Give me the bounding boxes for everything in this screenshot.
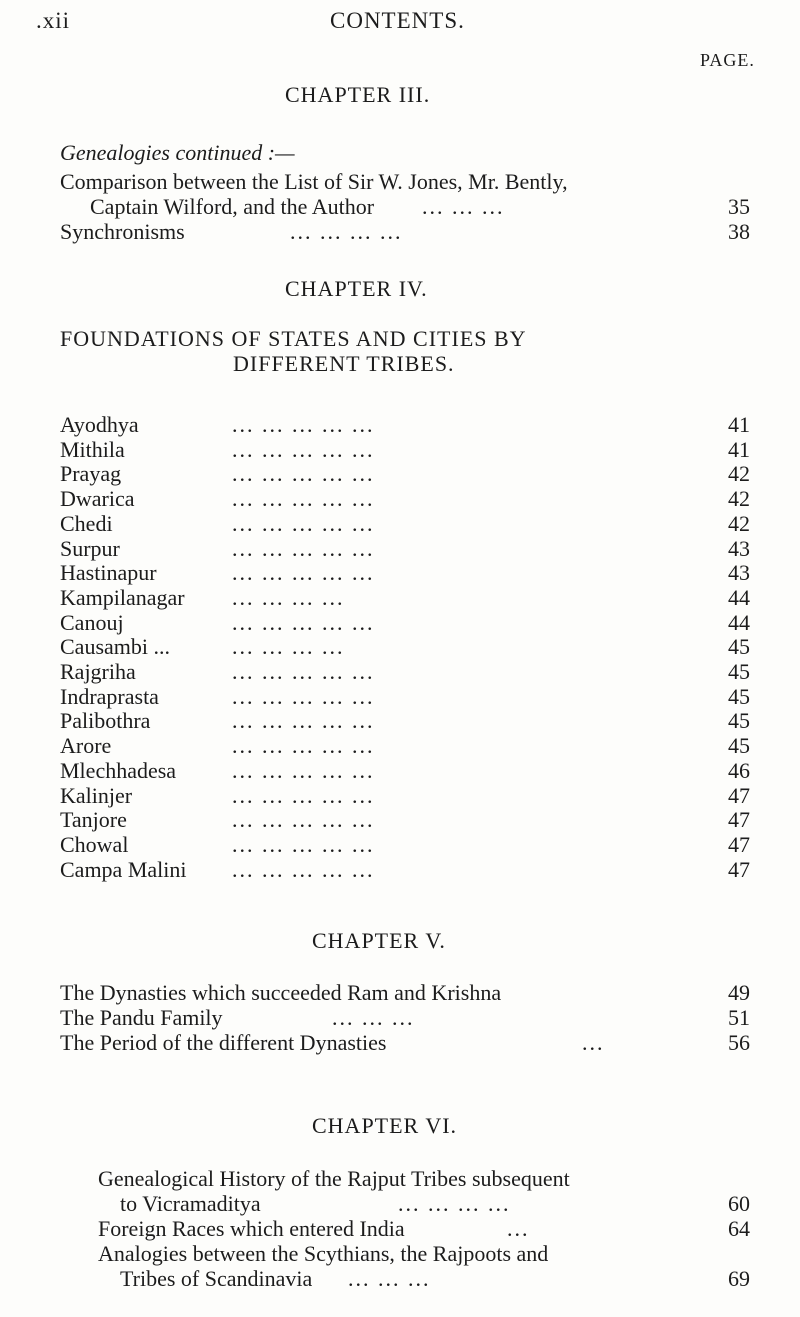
- leader-dots: ... ... ... ...: [398, 1191, 511, 1216]
- toc-page-number: 47: [728, 783, 750, 808]
- toc-entry-text: Palibothra: [60, 708, 151, 733]
- toc-page-number: 41: [728, 412, 750, 437]
- leader-dots: ... ... ... ... ...: [232, 486, 375, 511]
- leader-dots: ... ... ... ... ...: [232, 511, 375, 536]
- leader-dots: ... ... ... ... ...: [232, 412, 375, 437]
- leader-dots: ... ... ... ...: [290, 219, 403, 244]
- toc-page-number: 38: [728, 219, 750, 244]
- leader-dots: ... ... ... ... ...: [232, 610, 375, 635]
- toc-page-number: 41: [728, 437, 750, 462]
- toc-entry-text: The Dynasties which succeeded Ram and Krishna: [60, 980, 502, 1005]
- leader-dots: ...: [582, 1030, 605, 1055]
- toc-page-number: 44: [728, 585, 750, 610]
- leader-dots: ... ... ... ... ...: [232, 857, 375, 882]
- leader-dots: ...: [507, 1216, 530, 1241]
- toc-page-number: 35: [728, 194, 750, 219]
- toc-entry-text: Ayodhya: [60, 412, 139, 437]
- toc-page-number: 45: [728, 659, 750, 684]
- toc-entry-text: Hastinapur: [60, 560, 157, 585]
- leader-dots: ... ... ... ... ...: [232, 733, 375, 758]
- page-column-label: PAGE.: [700, 50, 755, 70]
- toc-page-number: 44: [728, 610, 750, 635]
- chapter-4-subheading: FOUNDATIONS OF STATES AND CITIES BY: [60, 326, 527, 351]
- toc-page-number: 56: [728, 1030, 750, 1055]
- leader-dots: ... ... ... ... ...: [232, 437, 375, 462]
- leader-dots: ... ... ... ... ...: [232, 659, 375, 684]
- toc-entry-text: The Period of the different Dynasties: [60, 1030, 387, 1055]
- toc-page-number: 47: [728, 807, 750, 832]
- toc-entry-text: Chedi: [60, 511, 113, 536]
- toc-entry-text: Prayag: [60, 461, 122, 486]
- toc-page-number: 42: [728, 511, 750, 536]
- toc-entry-text: Causambi ...: [60, 634, 170, 659]
- toc-page-number: 64: [728, 1216, 750, 1241]
- toc-page-number: 51: [728, 1005, 750, 1030]
- toc-entry-text: Tribes of Scandinavia: [120, 1266, 313, 1291]
- leader-dots: ... ... ... ... ...: [232, 708, 375, 733]
- toc-entry-text: Synchronisms: [60, 219, 185, 244]
- leader-dots: ... ... ... ... ...: [232, 461, 375, 486]
- toc-page-number: 45: [728, 733, 750, 758]
- chapter-3-intro: Genealogies continued :—: [60, 140, 295, 165]
- chapter-4-heading: CHAPTER IV.: [285, 276, 428, 301]
- chapter-4-subheading: DIFFERENT TRIBES.: [233, 351, 455, 376]
- toc-page-number: 47: [728, 857, 750, 882]
- toc-entry-text: Genealogical History of the Rajput Tribes subsequent: [98, 1166, 570, 1191]
- toc-page-number: 43: [728, 560, 750, 585]
- toc-page-number: 47: [728, 832, 750, 857]
- toc-entry-text: Kampilanagar: [60, 585, 185, 610]
- toc-entry-text: to Vicramaditya: [120, 1191, 261, 1216]
- page-number: .xii: [36, 8, 71, 33]
- toc-entry-text: Arore: [60, 733, 112, 758]
- leader-dots: ... ... ... ... ...: [232, 807, 375, 832]
- leader-dots: ... ... ... ... ...: [232, 832, 375, 857]
- toc-entry-text: Dwarica: [60, 486, 135, 511]
- toc-entry-text: Analogies between the Scythians, the Rajpoots and: [98, 1241, 549, 1266]
- leader-dots: ... ... ... ...: [232, 585, 345, 610]
- toc-page-number: 69: [728, 1266, 750, 1291]
- toc-entry-text: Kalinjer: [60, 783, 133, 808]
- toc-page-number: 49: [728, 980, 750, 1005]
- toc-page-number: 45: [728, 708, 750, 733]
- leader-dots: ... ... ... ... ...: [232, 536, 375, 561]
- leader-dots: ... ... ... ...: [232, 634, 345, 659]
- chapter-6-heading: CHAPTER VI.: [312, 1113, 458, 1138]
- toc-entry-text: The Pandu Family: [60, 1005, 223, 1030]
- toc-page-number: 60: [728, 1191, 750, 1216]
- toc-entry-text: Foreign Races which entered India: [98, 1216, 405, 1241]
- leader-dots: ... ... ...: [348, 1266, 431, 1291]
- toc-entry-text: Indraprasta: [60, 684, 159, 709]
- toc-entry-text: Chowal: [60, 832, 129, 857]
- toc-entry-text: Tanjore: [60, 807, 127, 832]
- toc-page-number: 42: [728, 461, 750, 486]
- chapter-5-heading: CHAPTER V.: [312, 928, 446, 953]
- leader-dots: ... ... ... ... ...: [232, 758, 375, 783]
- toc-page-number: 42: [728, 486, 750, 511]
- leader-dots: ... ... ... ... ...: [232, 684, 375, 709]
- toc-entry-text: Captain Wilford, and the Author: [90, 194, 375, 219]
- toc-entry-text: Comparison between the List of Sir W. Jones, Mr. Bently,: [60, 169, 568, 194]
- chapter-3-heading: CHAPTER III.: [285, 82, 431, 107]
- toc-entry-text: Canouj: [60, 610, 124, 635]
- toc-page-number: 46: [728, 758, 750, 783]
- toc-entry-text: Rajgriha: [60, 659, 136, 684]
- toc-page-number: 45: [728, 634, 750, 659]
- leader-dots: ... ... ... ... ...: [232, 560, 375, 585]
- leader-dots: ... ... ...: [332, 1005, 415, 1030]
- toc-entry-text: Surpur: [60, 536, 120, 561]
- toc-entry-text: Mlechhadesa: [60, 758, 177, 783]
- toc-page-number: 43: [728, 536, 750, 561]
- page-title: CONTENTS.: [330, 8, 465, 33]
- leader-dots: ... ... ...: [422, 194, 505, 219]
- toc-entry-text: Mithila: [60, 437, 125, 462]
- toc-entry-text: Campa Malini: [60, 857, 187, 882]
- toc-page-number: 45: [728, 684, 750, 709]
- leader-dots: ... ... ... ... ...: [232, 783, 375, 808]
